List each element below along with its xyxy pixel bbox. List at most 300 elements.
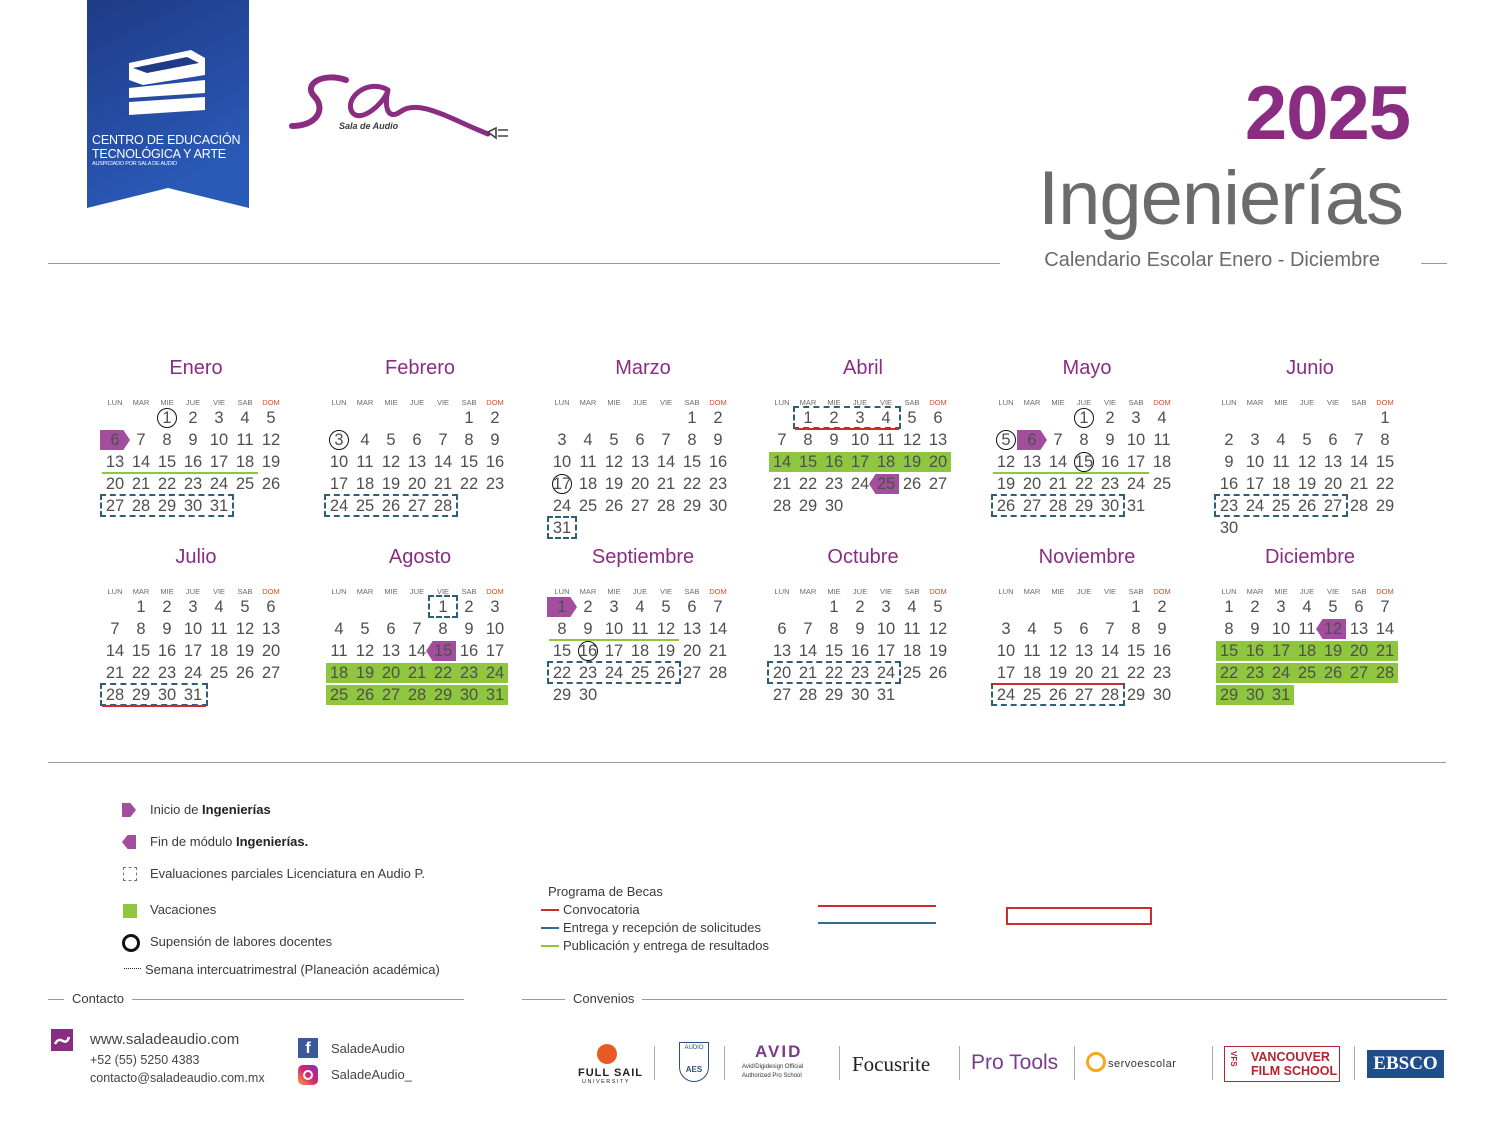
- calendar-day: 25: [355, 497, 375, 515]
- calendar-day: 22: [1074, 475, 1094, 493]
- becas-line: [102, 705, 206, 707]
- calendar-day: 13: [1349, 620, 1369, 638]
- weekday-header: SAB: [1128, 398, 1144, 407]
- calendar-day: 19: [902, 453, 922, 471]
- circle-icon: [122, 934, 140, 952]
- calendar-day: 19: [1323, 642, 1343, 660]
- calendar-day: 22: [1375, 475, 1395, 493]
- calendar-day: 5: [266, 409, 276, 427]
- calendar-day: 11: [330, 642, 348, 660]
- calendar-day: 1: [136, 598, 146, 616]
- calendar-day: 2: [1105, 409, 1115, 427]
- calendar-day: 6: [687, 598, 697, 616]
- calendar-day: 18: [1022, 664, 1042, 682]
- month-name: Enero: [169, 357, 223, 379]
- month-name: Abril: [842, 357, 883, 379]
- logo-subtitle: Sala de Audio: [339, 121, 399, 131]
- calendar-day: 30: [708, 497, 728, 515]
- weekday-header: MAR: [1246, 587, 1264, 596]
- weekday-header: MAR: [132, 587, 150, 596]
- month-name: Noviembre: [1038, 546, 1136, 568]
- weekday-header: VIE: [436, 587, 450, 596]
- calendar-day: 19: [1048, 664, 1068, 682]
- calendar-day: 10: [876, 620, 896, 638]
- calendar-day: 13: [1323, 453, 1343, 471]
- calendar-day: 9: [1224, 453, 1234, 471]
- calendar-day: 16: [459, 642, 479, 660]
- month-name: Octubre: [827, 546, 899, 568]
- calendar-day: 28: [798, 686, 818, 704]
- legend-fin-bold: Ingenierías.: [236, 834, 309, 849]
- calendar-day: 9: [583, 620, 593, 638]
- convenios-divider: [522, 999, 1447, 1000]
- weekday-header: MIE: [607, 398, 621, 407]
- calendar-day: 6: [635, 431, 645, 449]
- weekday-header: SAB: [237, 398, 253, 407]
- calendar-day: 5: [933, 598, 943, 616]
- calendar-day: 21: [131, 475, 151, 493]
- weekday-header: VIE: [659, 587, 673, 596]
- calendar-day: 10: [996, 642, 1016, 660]
- calendar-day: 3: [1250, 431, 1260, 449]
- calendar-day: 27: [407, 497, 427, 515]
- calendar-day: 23: [157, 664, 177, 682]
- calendar-day: 11: [1023, 642, 1041, 660]
- weekday-header: JUE: [1076, 398, 1092, 407]
- calendar-day: 21: [1349, 475, 1369, 493]
- weekday-header: MIE: [827, 587, 841, 596]
- weekday-header: MIE: [1274, 398, 1288, 407]
- calendar-day: 13: [772, 642, 792, 660]
- calendar-day: 17: [1126, 453, 1146, 471]
- calendar-day: 28: [131, 497, 151, 515]
- calendar-day: 21: [798, 664, 818, 682]
- calendar-day: 19: [1297, 475, 1317, 493]
- calendar-day: 21: [656, 475, 676, 493]
- sample-red-line: [818, 905, 936, 907]
- dashed-box-icon: [123, 867, 137, 881]
- weekday-header: DOM: [1376, 587, 1394, 596]
- calendar-day: 30: [1152, 686, 1172, 704]
- weekday-header: DOM: [709, 398, 727, 407]
- phone-number: +52 (55) 5250 4383: [90, 1053, 200, 1067]
- calendar-day: 26: [902, 475, 922, 493]
- calendar-day: 10: [1271, 620, 1291, 638]
- weekday-header: DOM: [709, 587, 727, 596]
- weekday-header: LUN: [774, 587, 790, 596]
- calendar-day: 20: [381, 664, 401, 682]
- calendar-day: 27: [261, 664, 281, 682]
- calendar-day: 11: [877, 431, 895, 449]
- calendar-day: 17: [209, 453, 229, 471]
- calendar-day: 21: [1048, 475, 1068, 493]
- weekday-header: SAB: [1351, 587, 1367, 596]
- calendar-day: 28: [433, 497, 453, 515]
- calendar-day: 24: [1245, 497, 1265, 515]
- calendar-day: 16: [1152, 642, 1172, 660]
- calendar-day: 8: [1131, 620, 1141, 638]
- calendar-day: 3: [334, 431, 344, 449]
- weekday-header: JUE: [632, 587, 648, 596]
- calendar-day: 22: [552, 664, 572, 682]
- full-sail-sub: UNIVERSITY: [582, 1079, 631, 1085]
- calendar-day: 4: [214, 598, 224, 616]
- calendar-day: 10: [552, 453, 572, 471]
- calendar-day: 29: [1074, 497, 1094, 515]
- weekday-header: MAR: [579, 587, 597, 596]
- calendar-day: 24: [329, 497, 349, 515]
- calendar-day: 11: [903, 620, 921, 638]
- protools-logo: Pro Tools: [971, 1051, 1059, 1074]
- calendar-day: 5: [386, 431, 396, 449]
- weekday-header: JUE: [185, 587, 201, 596]
- weekday-header: MAR: [356, 587, 374, 596]
- calendar-day: 14: [656, 453, 676, 471]
- calendar-day: 24: [209, 475, 229, 493]
- calendar-day: 21: [708, 642, 728, 660]
- brand-line-2: TECNOLÓGICA Y ARTE: [92, 147, 226, 161]
- weekday-header: JUE: [852, 587, 868, 596]
- calendar-day: 23: [459, 664, 479, 682]
- calendar-day: 23: [1100, 475, 1120, 493]
- calendar-day: 22: [1126, 664, 1146, 682]
- calendar-day: 15: [1219, 642, 1239, 660]
- calendar-day: 14: [1100, 642, 1120, 660]
- calendar-day: 1: [1224, 598, 1234, 616]
- weekday-header: MIE: [827, 398, 841, 407]
- calendar-day: 29: [682, 497, 702, 515]
- weekday-header: MIE: [1274, 587, 1288, 596]
- calendar-day: 14: [407, 642, 427, 660]
- calendar-day: 25: [209, 664, 229, 682]
- calendar-day: 16: [183, 453, 203, 471]
- weekday-header: LUN: [331, 587, 347, 596]
- calendar-day: 18: [329, 664, 349, 682]
- calendar-day: 14: [105, 642, 125, 660]
- calendar-day: 1: [557, 598, 567, 616]
- weekday-header: JUE: [1299, 587, 1315, 596]
- calendar-day: 5: [240, 598, 250, 616]
- weekday-header: VIE: [659, 398, 673, 407]
- calendar-day: 18: [902, 642, 922, 660]
- calendar-day: 12: [261, 431, 281, 449]
- calendar-day: 16: [850, 642, 870, 660]
- calendar-day: 17: [485, 642, 505, 660]
- calendar-day: 30: [157, 686, 177, 704]
- calendar-day: 17: [1245, 475, 1265, 493]
- weekday-header: JUE: [632, 398, 648, 407]
- calendar-day: 12: [1323, 620, 1343, 638]
- calendar-day: 22: [798, 475, 818, 493]
- instagram-handle[interactable]: SaladeAudio_: [331, 1067, 412, 1082]
- weekday-header: LUN: [1221, 398, 1237, 407]
- weekday-header: DOM: [262, 398, 280, 407]
- calendar-day: 10: [485, 620, 505, 638]
- weekday-header: SAB: [684, 398, 700, 407]
- calendar-day: 12: [656, 620, 676, 638]
- calendar-day: 28: [1048, 497, 1068, 515]
- calendar-day: 11: [631, 620, 649, 638]
- facebook-icon[interactable]: f: [298, 1038, 318, 1058]
- calendar-day: 14: [772, 453, 792, 471]
- calendar-day: 17: [1271, 642, 1291, 660]
- calendar-day: 5: [1053, 620, 1063, 638]
- calendar-day: 11: [210, 620, 228, 638]
- calendar-day: 27: [772, 686, 792, 704]
- calendar-day: 31: [183, 686, 203, 704]
- month-name: Diciembre: [1264, 546, 1356, 568]
- weekday-header: MAR: [799, 398, 817, 407]
- calendar-day: 13: [928, 431, 948, 449]
- facebook-handle[interactable]: SaladeAudio: [331, 1041, 405, 1056]
- calendar-day: 10: [329, 453, 349, 471]
- calendar-day: 31: [552, 519, 572, 537]
- sa-small-logo-icon: [51, 1029, 73, 1051]
- calendar-day: 28: [1375, 664, 1395, 682]
- calendar-day: 10: [604, 620, 624, 638]
- aes-text: AES: [685, 1065, 703, 1074]
- calendar-day: 13: [682, 620, 702, 638]
- calendar-day: 27: [630, 497, 650, 515]
- weekday-header: SAB: [1128, 587, 1144, 596]
- legend-inicio: [150, 802, 271, 817]
- calendar-day: 22: [157, 475, 177, 493]
- weekday-header: MIE: [1051, 587, 1065, 596]
- calendar-day: 3: [1276, 598, 1286, 616]
- legend-suspension: Supensión de labores docentes: [150, 934, 333, 949]
- weekday-header: MIE: [1051, 398, 1065, 407]
- weekday-header: LUN: [554, 587, 570, 596]
- calendar-day: 7: [412, 620, 422, 638]
- calendar-day: 29: [1219, 686, 1239, 704]
- calendar-day: 12: [381, 453, 401, 471]
- calendar-day: 24: [850, 475, 870, 493]
- calendar-day: 17: [850, 453, 870, 471]
- calendar-day: 7: [1053, 431, 1063, 449]
- calendar-day: 25: [902, 664, 922, 682]
- calendar-day: 8: [803, 431, 813, 449]
- weekday-header: DOM: [486, 398, 504, 407]
- calendar-day: 29: [798, 497, 818, 515]
- weekday-header: LUN: [1221, 587, 1237, 596]
- calendar-day: 2: [162, 598, 172, 616]
- calendar-day: 13: [261, 620, 281, 638]
- calendar-day: 31: [1126, 497, 1146, 515]
- weekday-header: SAB: [237, 587, 253, 596]
- calendar-day: 26: [1048, 686, 1068, 704]
- legend-semana: Semana intercuatrimestral (Planeación académica): [145, 962, 440, 977]
- calendar-day: 22: [459, 475, 479, 493]
- calendar-day: 23: [578, 664, 598, 682]
- weekday-header: DOM: [929, 398, 947, 407]
- instagram-icon[interactable]: [298, 1065, 318, 1085]
- calendar-day: 18: [1152, 453, 1172, 471]
- weekday-header: JUE: [1299, 398, 1315, 407]
- calendar-day: 21: [433, 475, 453, 493]
- calendar-day: 28: [656, 497, 676, 515]
- calendar-day: 4: [583, 431, 593, 449]
- calendar-day: 7: [803, 620, 813, 638]
- calendar-day: 21: [772, 475, 792, 493]
- legend-inicio-text: Inicio de: [150, 802, 203, 817]
- partner-separator: [724, 1046, 725, 1080]
- calendar-day: 18: [578, 475, 598, 493]
- weekday-header: JUE: [409, 587, 425, 596]
- calendar-day: 28: [1100, 686, 1120, 704]
- calendar-day: 31: [876, 686, 896, 704]
- calendar-day: 3: [1001, 620, 1011, 638]
- page-subtitle: Calendario Escolar Enero - Diciembre: [1044, 249, 1380, 271]
- calendar-day: 10: [209, 431, 229, 449]
- calendar-day: 18: [1297, 642, 1317, 660]
- calendar-day: 15: [824, 642, 844, 660]
- full-sail-emblem-icon: [597, 1044, 617, 1064]
- weekday-header: MAR: [1023, 587, 1041, 596]
- weekday-header: SAB: [904, 398, 920, 407]
- calendar-day: 16: [1245, 642, 1265, 660]
- calendar-day: 30: [850, 686, 870, 704]
- calendar-day: 4: [907, 598, 917, 616]
- weekday-header: VIE: [436, 398, 450, 407]
- calendar-day: 20: [261, 642, 281, 660]
- calendar-day: 7: [777, 431, 787, 449]
- calendar-day: 27: [1323, 497, 1343, 515]
- calendar-day: 24: [552, 497, 572, 515]
- calendar-day: 18: [355, 475, 375, 493]
- weekday-header: DOM: [262, 587, 280, 596]
- calendar-day: 12: [235, 620, 255, 638]
- weekday-header: SAB: [1351, 398, 1367, 407]
- calendar-day: 19: [604, 475, 624, 493]
- calendar-day: 25: [1022, 686, 1042, 704]
- calendar-day: 17: [329, 475, 349, 493]
- calendar-day: 23: [485, 475, 505, 493]
- calendar-day: 16: [708, 453, 728, 471]
- calendar-day: 11: [579, 453, 597, 471]
- calendar-day: 29: [433, 686, 453, 704]
- calendar-day: 4: [1027, 620, 1037, 638]
- calendar-day: 4: [1302, 598, 1312, 616]
- calendar-day: 19: [928, 642, 948, 660]
- calendar-day: 9: [713, 431, 723, 449]
- calendar-day: 14: [798, 642, 818, 660]
- calendar-day: 6: [1027, 431, 1037, 449]
- weekday-header: JUE: [409, 398, 425, 407]
- calendar-day: 3: [1131, 409, 1141, 427]
- calendar-day: 29: [1375, 497, 1395, 515]
- calendar-day: 9: [829, 431, 839, 449]
- calendar-day: 9: [162, 620, 172, 638]
- calendar-day: 11: [1298, 620, 1316, 638]
- sample-red-box: [1006, 907, 1152, 925]
- email-link[interactable]: contacto@saladeaudio.com.mx: [90, 1071, 265, 1085]
- weekday-header: DOM: [1153, 587, 1171, 596]
- calendar-day: 1: [1131, 598, 1141, 616]
- calendar-day: 4: [881, 409, 891, 427]
- weekday-header: JUE: [852, 398, 868, 407]
- calendar-day: 2: [1157, 598, 1167, 616]
- calendar-day: 14: [131, 453, 151, 471]
- weekday-header: MIE: [607, 587, 621, 596]
- calendar-day: 6: [110, 431, 120, 449]
- partner-separator: [1354, 1046, 1355, 1080]
- calendar-day: 29: [552, 686, 572, 704]
- weekday-header: VIE: [1103, 398, 1117, 407]
- calendar-day: 12: [996, 453, 1016, 471]
- calendar-day: 28: [407, 686, 427, 704]
- weekday-header: VIE: [1103, 587, 1117, 596]
- calendar-day: 26: [1323, 664, 1343, 682]
- month-name: Mayo: [1062, 357, 1112, 379]
- calendar-day: 21: [105, 664, 125, 682]
- calendar-day: 15: [798, 453, 818, 471]
- calendar-day: 22: [131, 664, 151, 682]
- weekday-header: MAR: [579, 398, 597, 407]
- calendar-day: 15: [682, 453, 702, 471]
- calendar-day: 23: [1245, 664, 1265, 682]
- calendar-day: 20: [630, 475, 650, 493]
- becas-item-1: Convocatoria: [563, 902, 640, 917]
- calendar-day: 10: [1126, 431, 1146, 449]
- brand-small: AUSPICIADO POR SALA DE AUDIO: [92, 161, 177, 167]
- calendar-day: 12: [1297, 453, 1317, 471]
- calendar-day: 28: [105, 686, 125, 704]
- calendar-day: 1: [687, 409, 697, 427]
- calendar-day: 20: [105, 475, 125, 493]
- calendar-day: 20: [1022, 475, 1042, 493]
- brand-text: [92, 133, 242, 168]
- calendar-day: 9: [1157, 620, 1167, 638]
- weekday-header: SAB: [904, 587, 920, 596]
- calendar-day: 27: [1349, 664, 1369, 682]
- calendar-day: 14: [708, 620, 728, 638]
- calendar-day: 7: [1105, 620, 1115, 638]
- partner-separator: [839, 1046, 840, 1080]
- calendar-day: 5: [1302, 431, 1312, 449]
- weekday-header: MAR: [1023, 398, 1041, 407]
- calendar-day: 2: [1250, 598, 1260, 616]
- calendar-day: 17: [183, 642, 203, 660]
- website-link[interactable]: www.saladeaudio.com: [90, 1031, 240, 1048]
- calendar-day: 29: [1126, 686, 1146, 704]
- calendar-day: 6: [933, 409, 943, 427]
- calendar-day: 1: [464, 409, 474, 427]
- calendar-day: 31: [209, 497, 229, 515]
- calendar-day: 24: [1271, 664, 1291, 682]
- calendar-day: 24: [485, 664, 505, 682]
- calendar-day: 21: [1100, 664, 1120, 682]
- calendar-day: 16: [1219, 475, 1239, 493]
- calendar-day: 6: [777, 620, 787, 638]
- calendar-day: 27: [105, 497, 125, 515]
- calendar-day: 16: [485, 453, 505, 471]
- weekday-header: MIE: [384, 587, 398, 596]
- calendar-day: 22: [824, 664, 844, 682]
- calendar-day: 15: [157, 453, 177, 471]
- servoescolar-logo: servoescolar: [1108, 1058, 1177, 1070]
- calendar-day: 25: [235, 475, 255, 493]
- calendar-day: 22: [433, 664, 453, 682]
- vfs-line-1: VANCOUVER: [1251, 1050, 1330, 1064]
- calendar-day: 19: [996, 475, 1016, 493]
- avid-sub-2: Authorized Pro School: [742, 1073, 802, 1079]
- calendar-day: 3: [881, 598, 891, 616]
- calendar-day: 5: [360, 620, 370, 638]
- calendar-day: 14: [1375, 620, 1395, 638]
- legend-vacaciones: Vacaciones: [150, 902, 217, 917]
- calendar-day: 15: [552, 642, 572, 660]
- calendar-day: 5: [1001, 431, 1011, 449]
